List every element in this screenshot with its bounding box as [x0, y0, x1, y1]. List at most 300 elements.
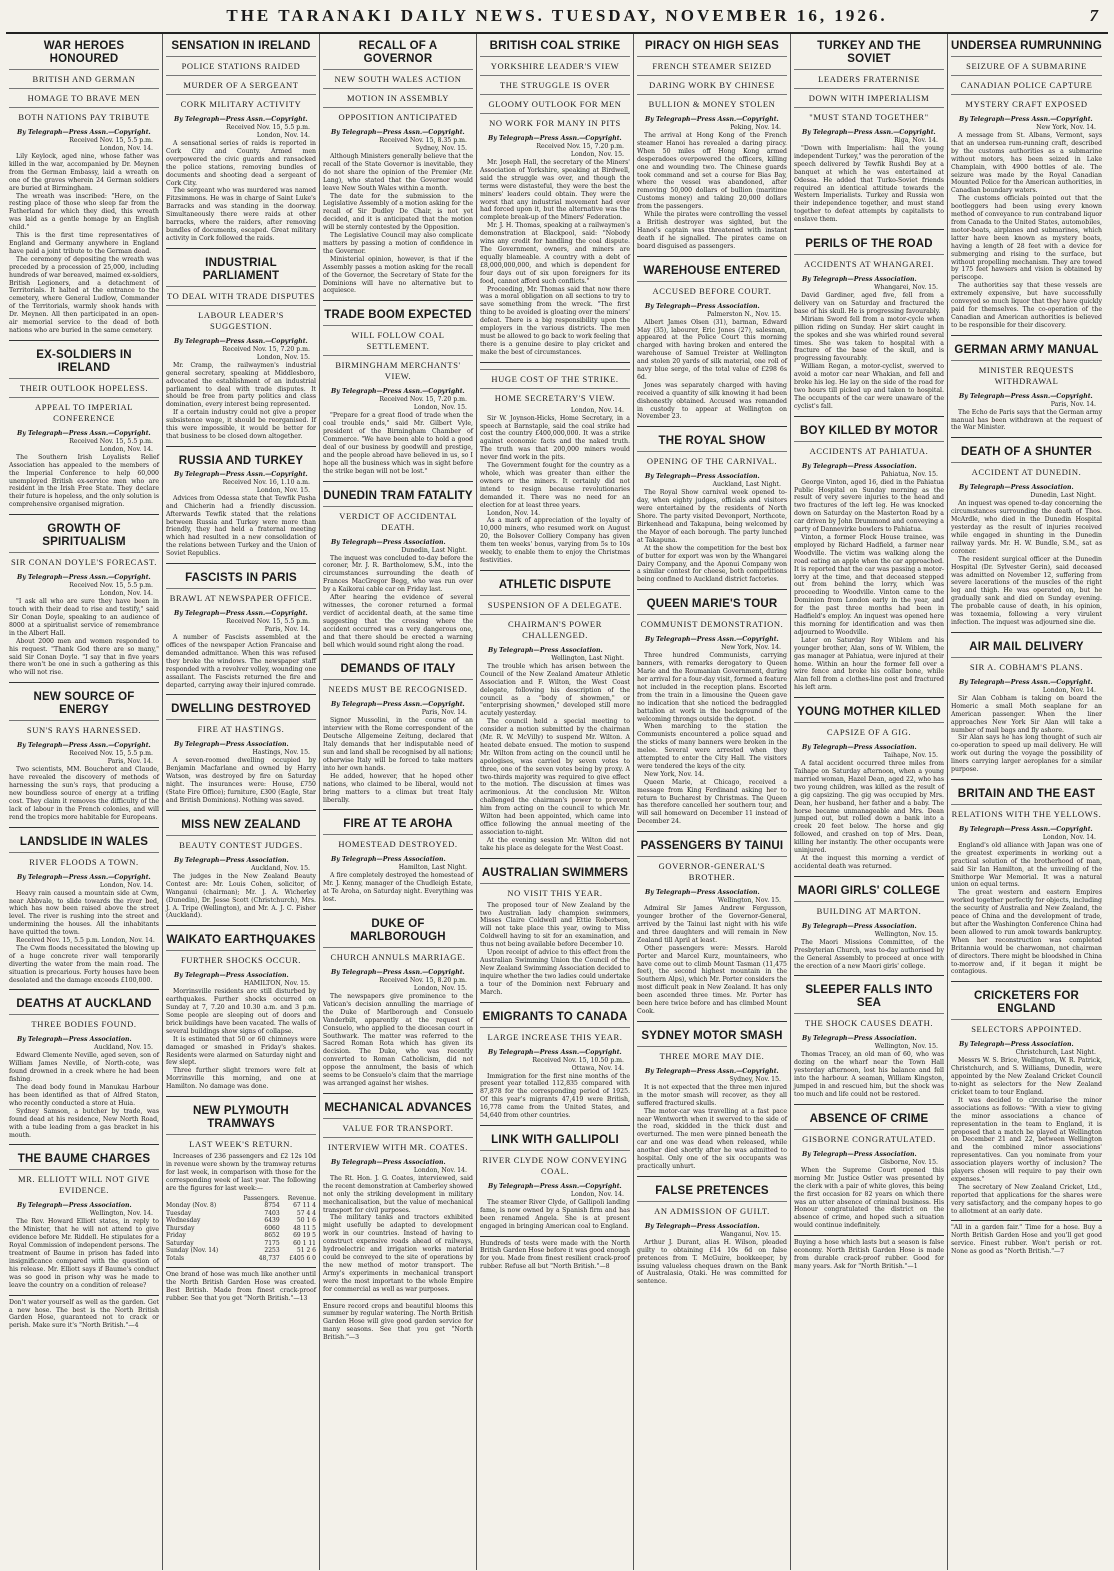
article-headline: TRADE BOOM EXPECTED [324, 309, 472, 322]
article [480, 40, 630, 357]
article-dateline: Paris, Nov. 14. [1050, 400, 1096, 408]
article-paragraph: A seven-roomed dwelling occupied by Benjamin Macfarlane and owned by Harry Watson, was destroyed by fire on Saturday night. The insurances were: House, £750 (State Fire Office); furniture, £300 (Eagle, Star and British Dominions). Nothing was saved. [166, 757, 316, 804]
article-dateline: Riga, Nov. 14. [894, 137, 938, 144]
article-paragraph: The motor-car was travelling at a fast pace near Wentworth when it swerved to the side of the road, skidded in the thick dust and overturned. The men were pinned beneath the car and one was dead when released, while another died shortly after he was admitted to hospital. Only one of the six occupants was practically unhurt. [637, 1107, 787, 1170]
article-dateline: Received Nov. 15, 5.5 p.m. [69, 437, 153, 445]
article-subheading: MURDER OF A SERGEANT [166, 75, 316, 94]
article-byline: By Telegraph—Press Assn.—Copyright. [331, 388, 465, 396]
article-subheading: SUSPENSION OF A DELEGATE. [480, 595, 630, 614]
article-subheading: CHURCH ANNULS MARRIAGE. [323, 947, 473, 966]
article-headline: PIRACY ON HIGH SEAS [645, 40, 779, 52]
article-paragraph: It was decided to circularise the minor associations as follows: "With a view to giving the minor associations a chance of representation in the team to England, it is proposed that a match be played at Wellington on December 21 and 22, between Wellington and the combined minor associations' representatives. Can you nominate from your association players worthy of inclusion? The players chosen will require to pay their own expenses." [951, 1096, 1102, 1183]
article-dateline: London, Nov. 15. [413, 404, 467, 412]
article-subheading: COMMUNIST DEMONSTRATION. [637, 614, 787, 633]
article-paragraph: Signor Mussolini, in the course of an interview with the Rome correspondent of the Deutsche Allgemeine Zeitung, declared that Italy demands that her indisputable need of sun and land shall be recognised by all nations; otherwise Italy will be forced to take matters into her own hands. [323, 717, 473, 772]
table-header-cell: Passengers. [243, 1194, 280, 1202]
article-subheading: BRAWL AT NEWSPAPER OFFICE. [166, 588, 316, 607]
article-byline: By Telegraph—Press Association. [174, 741, 289, 749]
article-paragraph: Received Nov. 15, 5.5 p.m. London, Nov. 14. [16, 937, 155, 945]
article-paragraph: Sir Alan Cobham is taking on board the Homeric a small Moth seaplane for an American passenger. When the liner approaches New York Sir Alan will take a number of mail bags and fly ashore. [951, 694, 1102, 734]
article-paragraph: The Maori Missions Committee, of the Presbyterian Church, was to-day authorised by the General Assembly to proceed at once with the erection of a new Maori girls' college. [794, 938, 944, 970]
article-subheading: ACCIDENT AT DUNEDIN. [951, 462, 1102, 481]
article-byline: By Telegraph—Press Association. [802, 276, 917, 284]
table-cell: Sunday (Nov. 14) [166, 1247, 219, 1255]
column [163, 34, 320, 1570]
article [166, 446, 316, 558]
article-subheading: MYSTERY CRAFT EXPOSED [951, 94, 1102, 113]
article [9, 1144, 159, 1289]
article-headline: DUNEDIN TRAM FATALITY [323, 489, 473, 502]
article-subheading: NEW SOUTH WALES ACTION [323, 69, 473, 88]
article-byline: By Telegraph—Press Association. [645, 1222, 760, 1230]
article [323, 40, 473, 295]
article-headline: BRITAIN AND THE EAST [957, 787, 1096, 800]
article-subheading: RIVER CLYDE NOW CONVEYING COAL. [480, 1150, 630, 1180]
article-byline: By Telegraph—Press Association. [959, 1041, 1074, 1049]
article-byline: By Telegraph—Press Assn.—Copyright. [17, 574, 151, 582]
article-subheading: VERDICT OF ACCIDENTAL DEATH. [323, 506, 473, 536]
article-subheading: ACCIDENTS AT PAHIATUA. [794, 441, 944, 460]
article-paragraph: The resident surgical officer at the Dunedin Hospital (Dr. Sylvester Gerin), said deceased was admitted on November 12, suffering from severe lacerations of the muscles of the right leg and thigh. He was operated on, but he gradually sank and died on Sunday evening. The probable cause of death, in his opinion, was toxaemia, following a very virulent infection. The inquest was adjourned sine die. [951, 555, 1102, 626]
article-paragraph: The proposed tour of New Zealand by the two Australian lady champion swimmers, Misses Claire Coldwell and Ettie Robertson, will not take place this year, owing to Miss Coldwell having to sit for an examination, and thus not being available before December 10. [480, 901, 630, 949]
article [166, 1096, 316, 1262]
article-headline: MECHANICAL ADVANCES [324, 1101, 472, 1114]
article-subheading: BRITISH AND GERMAN [9, 69, 159, 88]
article-subheading: OPPOSITION ANTICIPATED [323, 107, 473, 126]
article-paragraph: Ministerial opinion, however, is that if the Assembly passes a motion asking for the recall of the Governor, the Secretary of State for the Dominions will have no alternative but to acquiesce. [323, 255, 473, 295]
footer-advertisement: Buying a hose which lasts but a season is false economy. North British Garden Hose is made from durable crack-proof rubber. Good for many years. Ask for "North British."—1 [794, 1235, 944, 1271]
article-byline: By Telegraph—Press Assn.—Copyright. [959, 678, 1093, 686]
masthead [6, 0, 1108, 34]
article-dateline: Taihape, Nov. 15. [883, 752, 938, 760]
article [794, 697, 944, 871]
table-cell: Monday (Nov. 8) [166, 1202, 217, 1210]
table-row [166, 1232, 316, 1240]
returns-table [166, 1195, 316, 1263]
article-paragraph: Miriam Sword fell from a motor-cycle when pillion riding on Sunday. Her skirt caught in the spokes and she was whirled round several times. She was taken to hospital with a fracture of the base of the skull, and is progressing favourably. [794, 315, 944, 363]
article-headline: WAREHOUSE ENTERED [643, 264, 781, 277]
article-byline: By Telegraph—Press Association. [331, 538, 446, 546]
article-byline: By Telegraph—Press Association. [17, 1202, 132, 1210]
article [951, 335, 1102, 433]
article-paragraph: The Legislative Council may also complicate matters by passing a motion of confidence in the Governor. [323, 232, 473, 255]
article-paragraph: The ceremony of depositing the wreath was preceded by a procession of 25,000, including hundreds of war bereaved, maimed ex-soldiers, British Legioners, and a detachment of Territorials. It halted at the entrance to the cemetery, where General Ludlow, Commander of the Territorials, warmly shook hands with Dr. Meynen. All then participated in an open-air memorial service to the dead of both nations who are buried in the same cemetery. [9, 255, 159, 334]
article-dateline: Received Nov. 15, 7.20 p.m. [536, 143, 624, 150]
article-dateline: Dunedin, Last Night. [401, 546, 467, 554]
article-byline: By Telegraph—Press Association. [331, 1158, 446, 1166]
article-subheading: SELECTORS APPOINTED. [951, 1019, 1102, 1038]
article-paragraph: As a mark of appreciation of the loyalty of 10,000 miners, who resumed work on August 20, the Bolsover Colliery Company has given them ten weeks' bonus, varying from 5s to 10s weekly, to enable them to enjoy the Christmas festivities. [480, 517, 630, 564]
article-dateline: London, Nov. 14. [570, 406, 624, 414]
table-cell: 8754 [264, 1202, 280, 1210]
article [637, 1176, 787, 1286]
article-paragraph: Three hundred Communists, carrying banners, with remarks derogatory to Queen Marie and the Roumanian Government, during her arrival for a four-day visit, formed a feature not included in the reception plans. Escorted from the train in a limousine the Queen gave no indication that she noticed the bedraggled battalion at work in the background of the welcoming throngs outside the depot. [637, 652, 787, 723]
article-paragraph: The Echo de Paris says that the German army manual has been withdrawn at the request of the War Minister. [951, 408, 1102, 432]
table-cell: 48 11 5 [293, 1224, 316, 1232]
table-row [166, 1210, 316, 1218]
article [9, 340, 159, 509]
article-paragraph: A sensational series of raids is reported in Cork City and County. Armed men overpowered the civic guards and ransacked the police stations, removing bundles of documents and shooting dead a sergeant of Cork City. [166, 140, 316, 187]
table-cell: Totals [166, 1254, 185, 1262]
article [951, 632, 1102, 774]
footer-advertisement: Ensure record crops and beautiful blooms this summer by regular watering. The North British Garden Hose will give good garden service for many seasons. See that you get "North British."—3 [323, 1299, 473, 1343]
article-headline: ATHLETIC DISPUTE [498, 578, 612, 591]
article-byline: By Telegraph—Press Assn.—Copyright. [331, 969, 465, 977]
masthead-title: THE TARANAKI DAILY NEWS. TUESDAY, NOVEMBER 16, 1926. [226, 6, 888, 25]
footer-advertisement: Hundreds of tests were made with the North British Garden Hose before it was good enough for you. Made from finest resilient crack-proof rubber. Refuse all but "North British."—8 [480, 1236, 630, 1272]
article-subheading: FRENCH STEAMER SEIZED [637, 56, 787, 75]
article-dateline: Wellington, Last Night. [551, 654, 624, 662]
article-headline: WAR HEROES HONOURED [43, 40, 125, 65]
article-headline: ABSENCE OF CRIME [809, 1112, 929, 1125]
article-paragraph: Increases of 236 passengers and £2 12s 10d in revenue were shown by the tramway returns for last week, in comparison with those for the corresponding week of last year. The following are the figures for last week:— [166, 1153, 316, 1192]
article [323, 654, 473, 804]
table-cell: 6439 [264, 1217, 280, 1225]
article-dateline: London, Nov. 14. [99, 445, 153, 453]
article-dateline: Received Nov. 15, 7.20 p.m. [222, 345, 310, 353]
article-subheading: FURTHER SHOCKS OCCUR. [166, 950, 316, 969]
article-dateline: Sydney, Nov. 15. [415, 145, 467, 152]
article [637, 256, 787, 422]
article-subheading: NO WORK FOR MANY IN PITS [480, 113, 630, 132]
table-row [166, 1247, 316, 1255]
article [637, 831, 787, 1016]
article-subheading: DARING WORK BY CHINESE [637, 75, 787, 94]
article-paragraph: The newspapers give prominence to the Vatican's decision annulling the marriage of the Duke of Marlborough and Consuelo Vanderbilt, apparently at the request of Consuelo, who applied to the diocesan court in Southwark. The matter was referred to the Sacred Roman Rota which has given its decision. The Duke, who was recently converted to Roman Catholicism, did not oppose the annulment, the basis of which seems to be Consuelo's claim that the marriage was arranged against her wishes. [323, 993, 473, 1087]
columns [6, 34, 1108, 1570]
article-byline: By Telegraph—Press Assn.—Copyright. [17, 129, 151, 136]
article-subheading: "MUST STAND TOGETHER" [794, 107, 944, 126]
article-paragraph: A message from St. Albans, Vermont, says that an undersea rum-running craft, described by the customs authorities as a submarine without motors, has been seized in Lake Champlain, with 4900 bottles of ale. The seizure was made by the Royal Canadian Mounted Police for the American authorities, in Canadian boundary waters. [951, 132, 1102, 195]
article-paragraph: Proceeding, Mr. Thomas said that now there was a moral obligation on all sections to try to save something from the wreck. "The first thing to be avoided is gloating over the miners' defeat. There is a big responsibility upon the employers in the various districts. The men must be allowed to go back to work feeling that there is a genuine desire to play cricket and make the best of circumstances. [480, 285, 630, 356]
article-byline: By Telegraph—Press Assn.—Copyright. [959, 825, 1093, 833]
article-headline: MAORI GIRLS' COLLEGE [797, 884, 941, 897]
article-headline: YOUNG MOTHER KILLED [797, 706, 941, 719]
article-headline: AIR MAIL DELIVERY [969, 640, 1084, 653]
article-dateline: London, Nov. 14. [1042, 686, 1096, 694]
article-subheading: RELATIONS WITH THE YELLOWS. [951, 804, 1102, 823]
article-paragraph: Mr. Cramp, the railwaymen's industrial general secretary, speaking at Middlesboro, advocated the establishment of an industrial parliament to deal with trade disputes. It should be free from party politics and class domination, every interest being represented. [166, 361, 316, 409]
article-dateline: Whangarei, Nov. 15. [874, 284, 938, 292]
article [9, 827, 159, 985]
table-cell: 2253 [264, 1247, 280, 1255]
article [323, 481, 473, 650]
article-byline: By Telegraph—Press Association. [174, 856, 289, 864]
article-dateline: Auckland, Nov. 15. [251, 864, 310, 872]
article-paragraph: A fire completely destroyed the homestead of Mr. J. Kenny, manager of the Chudleigh Estate, at Te Aroha, on Saturday night. Everything was lost. [323, 872, 473, 904]
article-headline: INDUSTRIAL PARLIAMENT [202, 256, 280, 282]
article-paragraph: Other passengers were: Messrs. Harold Porter and Marcel Kurz, mountaineers, who have come out to climb Mount Tasman (11,475 feet), the second highest mountain in the Southern Alps), which Mr. Porter considers the most difficult peak in New Zealand. It has only been ascended three times. Mr. Porter has been here twice before and has climbed Mount Cook. [637, 944, 787, 1015]
article [794, 40, 944, 224]
article-subheading: DOWN WITH IMPERIALISM [794, 88, 944, 107]
article-paragraph: The judges in the New Zealand Beauty Contest are: Mr. Louis Cohen, solicitor, of Wanganui (chairman); Mr. J. A. Wicherley (Dunedin), Dr. Jesse Scott (Christchurch), Mrs. J. A. Tripe (Wellington), and Mr. A. J. C. Fisher (Auckland). [166, 872, 316, 920]
article-subheading: VALUE FOR TRANSPORT. [323, 1118, 473, 1137]
article-paragraph: A fatal accident occurred three miles from Taihape on Saturday afternoon, when a young married woman, Hazel Dean, aged 22, who has two young children, was killed as the result of a gig capsizing. The gig was occupied by Mrs. Dean, her husband, her father and a baby. The horse became unmanageable and Mrs. Dean jumped out, but rolled down a bank into a creek 20 feet below. The horse and gig followed, and crashed on top of Mrs. Dean, killing her instantly. The other occupants were uninjured. [794, 760, 944, 855]
article-byline: By Telegraph—Press Assn.—Copyright. [17, 873, 151, 881]
article-subheading: LAST WEEK'S RETURN. [166, 1134, 316, 1153]
article-paragraph: "Prepare for a great flood of trade when the coal trouble ends," said Mr. Gilbert Vyle, president of the Birmingham Chamber of Commerce. "We have been able to hold a good deal of our business by goodwill and prestige, and the people abroad have believed in us, so I hope all the business which was in sight before the strike began will not be lost." [323, 412, 473, 475]
article-paragraph: "I ask all who are sure they have been in touch with their dead to rise and testify," said Sir Conan Doyle, speaking to an audience of 8000 at a spiritualist service of remembrance in the Albert Hall. [9, 598, 159, 637]
article [480, 1002, 630, 1120]
article-paragraph: At the inquest this morning a verdict of accidental death was returned. [794, 855, 944, 870]
article-paragraph: Thomas Tracey, an old man of 60, who was dozing on the wharf near the Town Hall yesterday afternoon, lost his balance and fell into the harbour. A seaman, William Kingston, jumped in and rescued him, but the shock was too much and life could not be restored. [794, 1051, 944, 1098]
article-subheading: INTERVIEW WITH MR. COATES. [323, 1137, 473, 1156]
article-subheading: BOTH NATIONS PAY TRIBUTE [9, 107, 159, 126]
table-cell: £405 6 0 [289, 1254, 316, 1262]
article-paragraph: Advices from Odessa state that Tewfik Pasha and Chicherin had a friendly discussion. Afterwards Tewfik stated that the relations between Russia and Turkey were more than friendly, they had held a fraternal meeting which had resulted in a new consolidation of the relations between Turkey and the Union of Soviet Republics. [166, 494, 316, 558]
article-dateline: London, Nov. 14. [99, 145, 153, 152]
article-dateline: London, Nov. 14. [570, 1190, 624, 1198]
article-headline: GERMAN ARMY MANUAL [954, 343, 1099, 356]
article-byline: By Telegraph—Press Assn.—Copyright. [488, 1182, 622, 1190]
article-dateline: New York, Nov. 14. [721, 644, 781, 652]
table-cell: Saturday [166, 1239, 194, 1247]
article-subheading: HOMESTEAD DESTROYED. [323, 834, 473, 853]
article-headline: SYDNEY MOTOR SMASH [641, 1029, 783, 1042]
article-dateline: Peking, Nov. 14. [730, 124, 781, 131]
article-paragraph: Queen Marie, at Chicago, received a message from King Ferdinand asking her to return to Bucharest by Christmas. The Queen has therefore cancelled her southern tour, and will sail homeward on December 11 instead of December 24. [637, 778, 787, 826]
article-dateline: London, Nov. 14. [1042, 833, 1096, 841]
article-byline: By Telegraph—Press Assn.—Copyright. [17, 742, 151, 750]
article-paragraph: Morrinsville residents are still disturbed by earthquakes. Further shocks occurred on Sunday at 7, 7.20 and 10.30 a.m. and 3 p.m. Some people are sleeping out of doors and brick buildings have been vacated. The walls of several buildings show signs of collapse. [166, 988, 316, 1035]
article-byline: By Telegraph—Press Association. [802, 922, 917, 930]
article-paragraph: The Rev. Howard Elliott states, in reply to the Minister, that he will not attend to give evidence before Mr. Riddell. He stipulates for a Royal Commission of independent persons. The treatment of Baume in prison has faded into insignificance compared with the question of his release. Mr. Elliott says if Baume's conduct was so good in prison why was he made to leave the country on a condition of release? [9, 1218, 159, 1289]
article-paragraph: The date for the submission to the Legislative Assembly of a motion asking for the recall of Sir Dudley De Chair, is not yet decided, and it is anticipated that the motion will be sternly contested by the Opposition. [323, 192, 473, 232]
article-headline: THE ROYAL SHOW [658, 435, 766, 448]
table-row [166, 1202, 316, 1210]
article-dateline: London, Nov. 14. [256, 132, 310, 139]
article [637, 426, 787, 584]
page-number: 7 [1089, 6, 1098, 25]
article [323, 909, 473, 1088]
article-dateline: Received Nov. 15, 8.20 p.m. [379, 977, 467, 985]
article-paragraph: While the pirates were controlling the vessel a British destroyer was sighted, but the Hanoi's captain was threatened with instant death if he signalled. The pirates came on board disguised as passengers. [637, 211, 787, 250]
article-dateline: Gisborne, Nov. 15. [880, 1158, 938, 1166]
article-paragraph: The inquest was concluded to-day before the coroner, Mr. J. R. Bartholomew, S.M., into the circumstances surrounding the death of Frances MacGregor Begg, who was run over by a Kaikorai cable car on Friday last. [323, 554, 473, 594]
article-byline: By Telegraph—Press Assn.—Copyright. [645, 116, 779, 123]
article-byline: By Telegraph—Press Assn.—Copyright. [174, 337, 308, 345]
article-subheading: RIVER FLOODS A TOWN. [9, 852, 159, 871]
article-headline: PASSENGERS BY TAINUI [640, 840, 784, 853]
article-subheading: TO DEAL WITH TRADE DISPUTES [166, 286, 316, 305]
article-paragraph: Upon receipt of advice to this effect from the Australian Swimming Union the Council of the New Zealand Swimming Association decided to inquire whether the two ladies could undertake a tour of the Dominion next February and March. [480, 949, 630, 996]
article-paragraph: After hearing the evidence of several witnesses, the coroner returned a formal verdict of accidental death, at the same time suggesting that the crossing where the accident occurred was a very dangerous one, and that there should be erected a warning bell which would sound right along the road. [323, 594, 473, 649]
article-subheading: SIR CONAN DOYLE'S FORECAST. [9, 552, 159, 571]
article-paragraph: Two scientists, MM. Boucherot and Claude, have revealed the discovery of methods of harnessing the sun's rays, that producing a new boundless source of energy at a trifling cost. They claim it removes the difficulty of the lack of labour in the French colonies, and will rend the tropics more habitable for Europeans. [9, 766, 159, 821]
article [166, 925, 316, 1091]
table-header-row [166, 1195, 316, 1203]
article-paragraph: George Vinton, aged 16, died in the Pahiatua Public Hospital on Sunday morning as the result of very severe injuries to the head and two fractures of the left leg. He was knocked down on Saturday on the Masterton Road by a car driven by John Drummond and conveying a party of Dannevirke bowlers to Pahiatua. [794, 478, 944, 534]
article-headline: LANDSLIDE IN WALES [19, 835, 149, 848]
article-byline: By Telegraph—Press Association. [174, 972, 289, 980]
table-cell: 69 19 5 [293, 1232, 316, 1240]
table-cell: 8652 [264, 1232, 280, 1240]
article-subheading: THEIR OUTLOOK HOPELESS. [9, 378, 159, 397]
article-paragraph: About 2000 men and women responded to his request. "Thank God there are so many," said Sir Conan Doyle. "I say that in five years there won't be one in such a gathering as this who will not rise. [9, 637, 159, 677]
table-row [166, 1240, 316, 1248]
article [794, 975, 944, 1098]
article-paragraph: Sir W. Joynson-Hicks, Home Secretary, in a speech at Barnstaple, said the coal strike had cost the country £400,000,000. It was a strike against economic facts and the naked truth. The truth was that 200,000 miners would never find work in the pits. [480, 414, 630, 462]
article-headline: NEW PLYMOUTH TRAMWAYS [193, 1105, 289, 1131]
article [637, 589, 787, 826]
article-byline: By Telegraph—Press Association. [331, 856, 446, 864]
article-headline: NEW SOURCE OF ENERGY [33, 691, 135, 717]
article-dateline: Wellington, Nov. 15. [874, 1043, 938, 1051]
article-paragraph: Vinton, a former Flock House trainee, was employed by Richard Hadfield, a farmer near Woodville. The victim was walking along the road eating an apple when the car approached. It is reported that the car was passing a motor-lorry at the time, and that deceased stepped out from behind the lorry, which was proceeding to Woodville. Vinton came to the Dominion from London early in the year, and for the past three months had been in Hadfield's employ. An inquest was opened here this morning for identification and was then adjourned to Woodville. [794, 534, 944, 636]
article-paragraph: The Government fought for the country as a whole, which was greater than either the owners or the miners. It certainly did not intend to resign because revolutionaries demanded it. There was no need for an election for at least three years. [480, 462, 630, 509]
column [948, 34, 1105, 1570]
article-paragraph: It is not expected that the three men injured in the motor smash will recover, as they all suffered fractured skulls. [637, 1083, 787, 1107]
table-cell: 7403 [264, 1209, 280, 1217]
column [6, 34, 163, 1570]
article-dateline: HAMILTON, Nov. 15. [243, 980, 310, 988]
article-paragraph: If a certain industry could not give a proper subsistence wage, it should be reorganised. If this were impossible, it would be better for that business to be closed down altogether. [166, 409, 316, 440]
article-dateline: Received Nov. 15, 5.5 p.m. [69, 582, 153, 590]
article-byline: By Telegraph—Press Assn.—Copyright. [645, 636, 779, 644]
article-subheading: CORK MILITARY ACTIVITY [166, 94, 316, 113]
article-paragraph: When the Supreme Court opened this morning Mr. Justice Ostler was presented by the clerk with a pair of white gloves, this being the first occasion for 82 years on which there was an utter absence of criminal business. His Honour congratulated the district on the absence of crime, and hoped such a situation would continue indefinitely. [794, 1166, 944, 1230]
article-paragraph: Sydney Samson, a butcher by trade, was found dead at his residence, New North Road, with a tube leading from a gas bracket in his mouth. [9, 1107, 159, 1139]
article-subheading: HOME SECRETARY'S VIEW. [480, 388, 630, 407]
article-subheading: APPEAL TO IMPERIAL CONFERENCE [9, 397, 159, 427]
table-cell: 48,737 [258, 1254, 280, 1262]
article-headline: BRITISH COAL STRIKE [489, 40, 621, 52]
article-dateline: Auckland, Last Night. [712, 481, 781, 489]
article-subheading: GISBORNE CONGRATULATED. [794, 1129, 944, 1148]
article [166, 563, 316, 689]
article [637, 1021, 787, 1171]
footer-advertisement: Don't water yourself as well as the garden. Get a new hose. The best is the North British Garden Hose, guaranteed not to crack or perish. Make sure it's "North British."—4 [9, 1295, 159, 1331]
article-byline: By Telegraph—Press Assn.—Copyright. [645, 1067, 779, 1075]
article [323, 809, 473, 904]
article-dateline: Wanganui, Nov. 15. [720, 1230, 781, 1238]
article-subheading: BEAUTY CONTEST JUDGES. [166, 835, 316, 854]
article-paragraph: Mr. J. H. Thomas, speaking at a railwaymen's demonstration at Blackpool, said: "Nobody wins any credit for handling the coal dispute. The Government, owners, and miners are equally blameable. A country with a debt of £8,000,000,000, and which is dependent for four days out of six upon foreigners for its food, cannot afford such conflicts." [480, 222, 630, 285]
article-paragraph: An inquest was opened to-day concerning the circumstances surrounding the death of Thos. McArdle, who died in the Dunedin Hospital yesterday as the result of injuries received while engaged in shunting in the Dunedin railway yards. Mr. H. W. Bundle, S.M., sat as coroner. [951, 500, 1102, 555]
article-headline: FIRE AT TE AROHA [343, 818, 453, 831]
article [951, 437, 1102, 627]
article-headline: MISS NEW ZEALAND [181, 818, 301, 831]
article-paragraph: The customs officials pointed out that the bootleggers had been using every known method of conveyance to run contraband liquor from Canada to the United States, automobiles, motor-boats, airplanes and submarines, which latter have been known as mystery boats, having a length of 28 feet with a device for submerging and rising to the surface, but without propelling mechanism. They are towed by 175 feet hawsers and vision is obtained by periscope. [951, 195, 1102, 282]
article-paragraph: Jones was separately charged with having received a quantity of silk knowing it had been dishonestly obtained. Accused was remanded in custody to appear at Wellington on November 23. [637, 381, 787, 421]
article-paragraph: Sir Alan says he has long thought of such air co-operation to speed up mail delivery. He will work out during the voyage the possibility of liners carrying larger aeroplanes for a similar purpose. [951, 734, 1102, 774]
article-subheading: NO VISIT THIS YEAR. [480, 883, 630, 902]
article-dateline: Paris, Nov. 14. [264, 626, 310, 634]
article-paragraph: Lily Keylock, aged nine, whose father was killed in the war, accompanied by Dr. Meynen from the German Embassy, laid a wreath on one of the graves wherein 24 German soldiers are buried at Birmingham. [9, 153, 159, 192]
article [951, 981, 1102, 1215]
article-subheading: BIRMINGHAM MERCHANTS' VIEW. [323, 355, 473, 385]
article-headline: PERILS OF THE ROAD [805, 238, 933, 251]
article [166, 694, 316, 804]
article-paragraph: The secretary of New Zealand Cricket, Ltd., reported that applications for the shares were very satisfactory, and the company hopes to go to allotment at an early date. [951, 1183, 1102, 1215]
article-subheading: CAPSIZE OF A GIG. [794, 722, 944, 741]
article-byline: By Telegraph—Press Assn.—Copyright. [802, 129, 936, 136]
table-cell: 60 1 11 [293, 1239, 316, 1247]
article-dateline: Hastings, Nov. 15. [252, 749, 310, 757]
article-paragraph: London, Nov. 14. [487, 509, 541, 517]
table-cell: 57 4 4 [296, 1209, 316, 1217]
article [794, 416, 944, 692]
article-subheading: BULLION & MONEY STOLEN [637, 94, 787, 113]
article-byline: By Telegraph—Press Association. [959, 484, 1074, 492]
article [9, 514, 159, 677]
article-paragraph: This is the first time representatives of England and Germany anywhere in England have paid a joint tribute to the German dead. [9, 232, 159, 255]
article [9, 40, 159, 335]
article-paragraph: Three further slight tremors were felt at Morrinsville this morning, and one at Hamilton. No damage was done. [166, 1067, 316, 1091]
article-byline: By Telegraph—Press Assn.—Copyright. [959, 392, 1093, 400]
article-dateline: Palmerston N., Nov. 15. [707, 310, 781, 318]
article-headline: AUSTRALIAN SWIMMERS [481, 866, 629, 879]
column [791, 34, 948, 1570]
article-paragraph: "Down with Imperialism: hail the young independent Turkey," was the peroration of the speech delivered by Tewfik Rushdi Bey at a banquet at which he was entertained at Odessa. He added that Turko-Soviet friends required an identical attitude towards the Western Imperialists. Turkey and Russia won their independence together, and must stand together to defeat attempts by capitalists to enslave them. [794, 145, 944, 224]
article-dateline: Christchurch, Last Night. [1015, 1049, 1096, 1057]
article-byline: By Telegraph—Press Association. [645, 473, 760, 481]
article-paragraph: The Southern Irish Loyalists Relief Association has appealed to the members of the Imperial Conference to help 60,000 unemployed British ex-service men who are resident in the Irish Free State. They declare their future is hopeless, and the only solution is comprehensive organised migration. [9, 453, 159, 509]
article-paragraph: A number of Fascists assembled at the offices of the newspaper Action Francaise and demanded admittance. When this was refused they broke the windows. The newspaper staff responded with a revolver volley, wounding one assailant. The Fascists returned the fire and departed, carrying away their injured comrade. [166, 634, 316, 689]
article-paragraph: Mr. Joseph Hall, the secretary of the Miners' Association of Yorkshire, speaking at Birdwell, said the struggle was over, and though the terms were distasteful, they were the best the miners' leaders could obtain. They were the worst that any industrial movement had ever had forced upon it, but the alternative was the complete break-up of the Miners' Federation. [480, 159, 630, 222]
article-subheading: OPENING OF THE CARNIVAL. [637, 451, 787, 470]
article-paragraph: He added, however, that he hoped other nations, who claimed to be liberal, would not bring matters to a climax but treat Italy liberally. [323, 772, 473, 804]
article-dateline: Wellington, Nov. 15. [717, 897, 781, 905]
article-paragraph: The wreath was inscribed: "Here, on the resting place of those who sleep far from the Fatherland for which they died, this wreath was laid as a gentle homage by an English child." [9, 192, 159, 232]
article-headline: FALSE PRETENCES [655, 1184, 769, 1197]
table-cell: Wednesday [166, 1217, 201, 1225]
article [166, 810, 316, 920]
article-dateline: Received Nov. 15, 5.5 p.m. [69, 750, 153, 758]
article-byline: By Telegraph—Press Assn.—Copyright. [174, 610, 308, 618]
article-byline: By Telegraph—Press Assn.—Copyright. [959, 116, 1093, 123]
article-paragraph: Later on Saturday Roy Wiblem and his younger brother, Alan, sons of W. Wiblem, the gas manager at Pahiatua, were injured at their home. Within an hour the former fell over a wire fence and broke his collar bone, while Alan fell from a clothes-line post and fractured his left arm. [794, 636, 944, 692]
article-paragraph: The dead body found in Manukau Harbour has been identified as that of Alfred Staton, who recently conducted a store at Huia. [9, 1084, 159, 1107]
article-paragraph: At the evening session Mr. Wilton did not take his place as delegate for the West Coast. [480, 836, 630, 852]
article-paragraph: It is estimated that 50 or 60 chimneys were damaged or smashed in Friday's shakes. Residents were alarmed on Saturday night and few slept. [166, 1035, 316, 1067]
article-dateline: Received Nov. 15, 5.5 p.m. [226, 124, 310, 131]
article-subheading: LEADERS FRATERNISE [794, 69, 944, 88]
article-paragraph: The Royal Show carnival week opened to-day, when eighty judges, officials and visitors were entertained by the residents of North Shore. The party visited Devonport, Northcote, Birkenhead and Takapuna, being welcomed by the Mayor of each borough. The party lunched at Takapuna. [637, 489, 787, 544]
article-paragraph: The sergeant who was murdered was named Fitzsimmons. He was in charge of Saint Luke's Barracks and was standing in the doorway. Simultaneously there were raids at other barracks, where the raiders, after removing bundles of documents, escaped. Great military activity in Cork followed the raids. [166, 187, 316, 242]
table-row [166, 1217, 316, 1225]
article-headline: CRICKETERS FOR ENGLAND [973, 990, 1080, 1016]
article-dateline: Auckland, Nov. 15. [94, 1044, 153, 1052]
table-cell: 6060 [264, 1224, 280, 1232]
article-subheading: THREE MORE MAY DIE. [637, 1046, 787, 1065]
article-byline: By Telegraph—Press Assn.—Copyright. [331, 701, 465, 709]
article-paragraph: New York, Nov. 14. [644, 770, 704, 778]
article-dateline: Received Nov. 15, 7.20 p.m. [379, 396, 467, 404]
article-paragraph: The Rt. Hon. J. G. Coates, interviewed, said the recent demonstration at Camberley showed not only the striking development in military mechanicalisation, but the value of mechanical transport for civil purposes. [323, 1174, 473, 1214]
article [951, 40, 1102, 330]
table-cell: Thursday [166, 1224, 195, 1232]
article-dateline: London, Nov. 15. [413, 985, 467, 993]
article-paragraph: At the show the competition for the best box of butter for export was won by the Whangarei Dairy Company, and the Aponui Company won a similar contest for cheese, both competitions being confined to Auckland district factories. [637, 544, 787, 584]
article-subheading: BUILDING AT MARTON. [794, 901, 944, 920]
table-header-cell: Revenue. [287, 1194, 316, 1202]
article-byline: By Telegraph—Press Association. [488, 646, 603, 654]
table-cell: 50 1 6 [296, 1217, 316, 1225]
article-subheading: THE STRUGGLE IS OVER [480, 75, 630, 94]
article-paragraph: Arthur J. Durant, alias H. Wilson, pleaded guilty to obtaining £14 10s 6d on false pretences from T. McGuire, bookkeeper, by issuing valueless cheques drawn on the Bank of Australasia, Otaki. He was committed for sentence. [637, 1238, 787, 1286]
article [637, 40, 787, 251]
article-byline: By Telegraph—Press Association. [802, 462, 917, 470]
table-cell: 67 11 4 [293, 1202, 316, 1210]
article-dateline: Received Nov. 16, 1.10 a.m. [222, 478, 310, 486]
article-headline: WAIKATO EARTHQUAKES [166, 934, 316, 947]
article-subheading: YORKSHIRE LEADER'S VIEW [480, 56, 630, 75]
article-paragraph: The trouble which has arisen between the Council of the New Zealand Amateur Athletic Association and F. Wilton, the West Coast delegate, following his description of the council as a "body of showmen," or "enterprising showmen," developed still more acutely yesterday. [480, 662, 630, 718]
article-subheading: SUN'S RAYS HARNESSED. [9, 720, 159, 739]
article-dateline: Paris, Nov. 14. [421, 709, 467, 717]
article-subheading: AN ADMISSION OF GUILT. [637, 1201, 787, 1220]
